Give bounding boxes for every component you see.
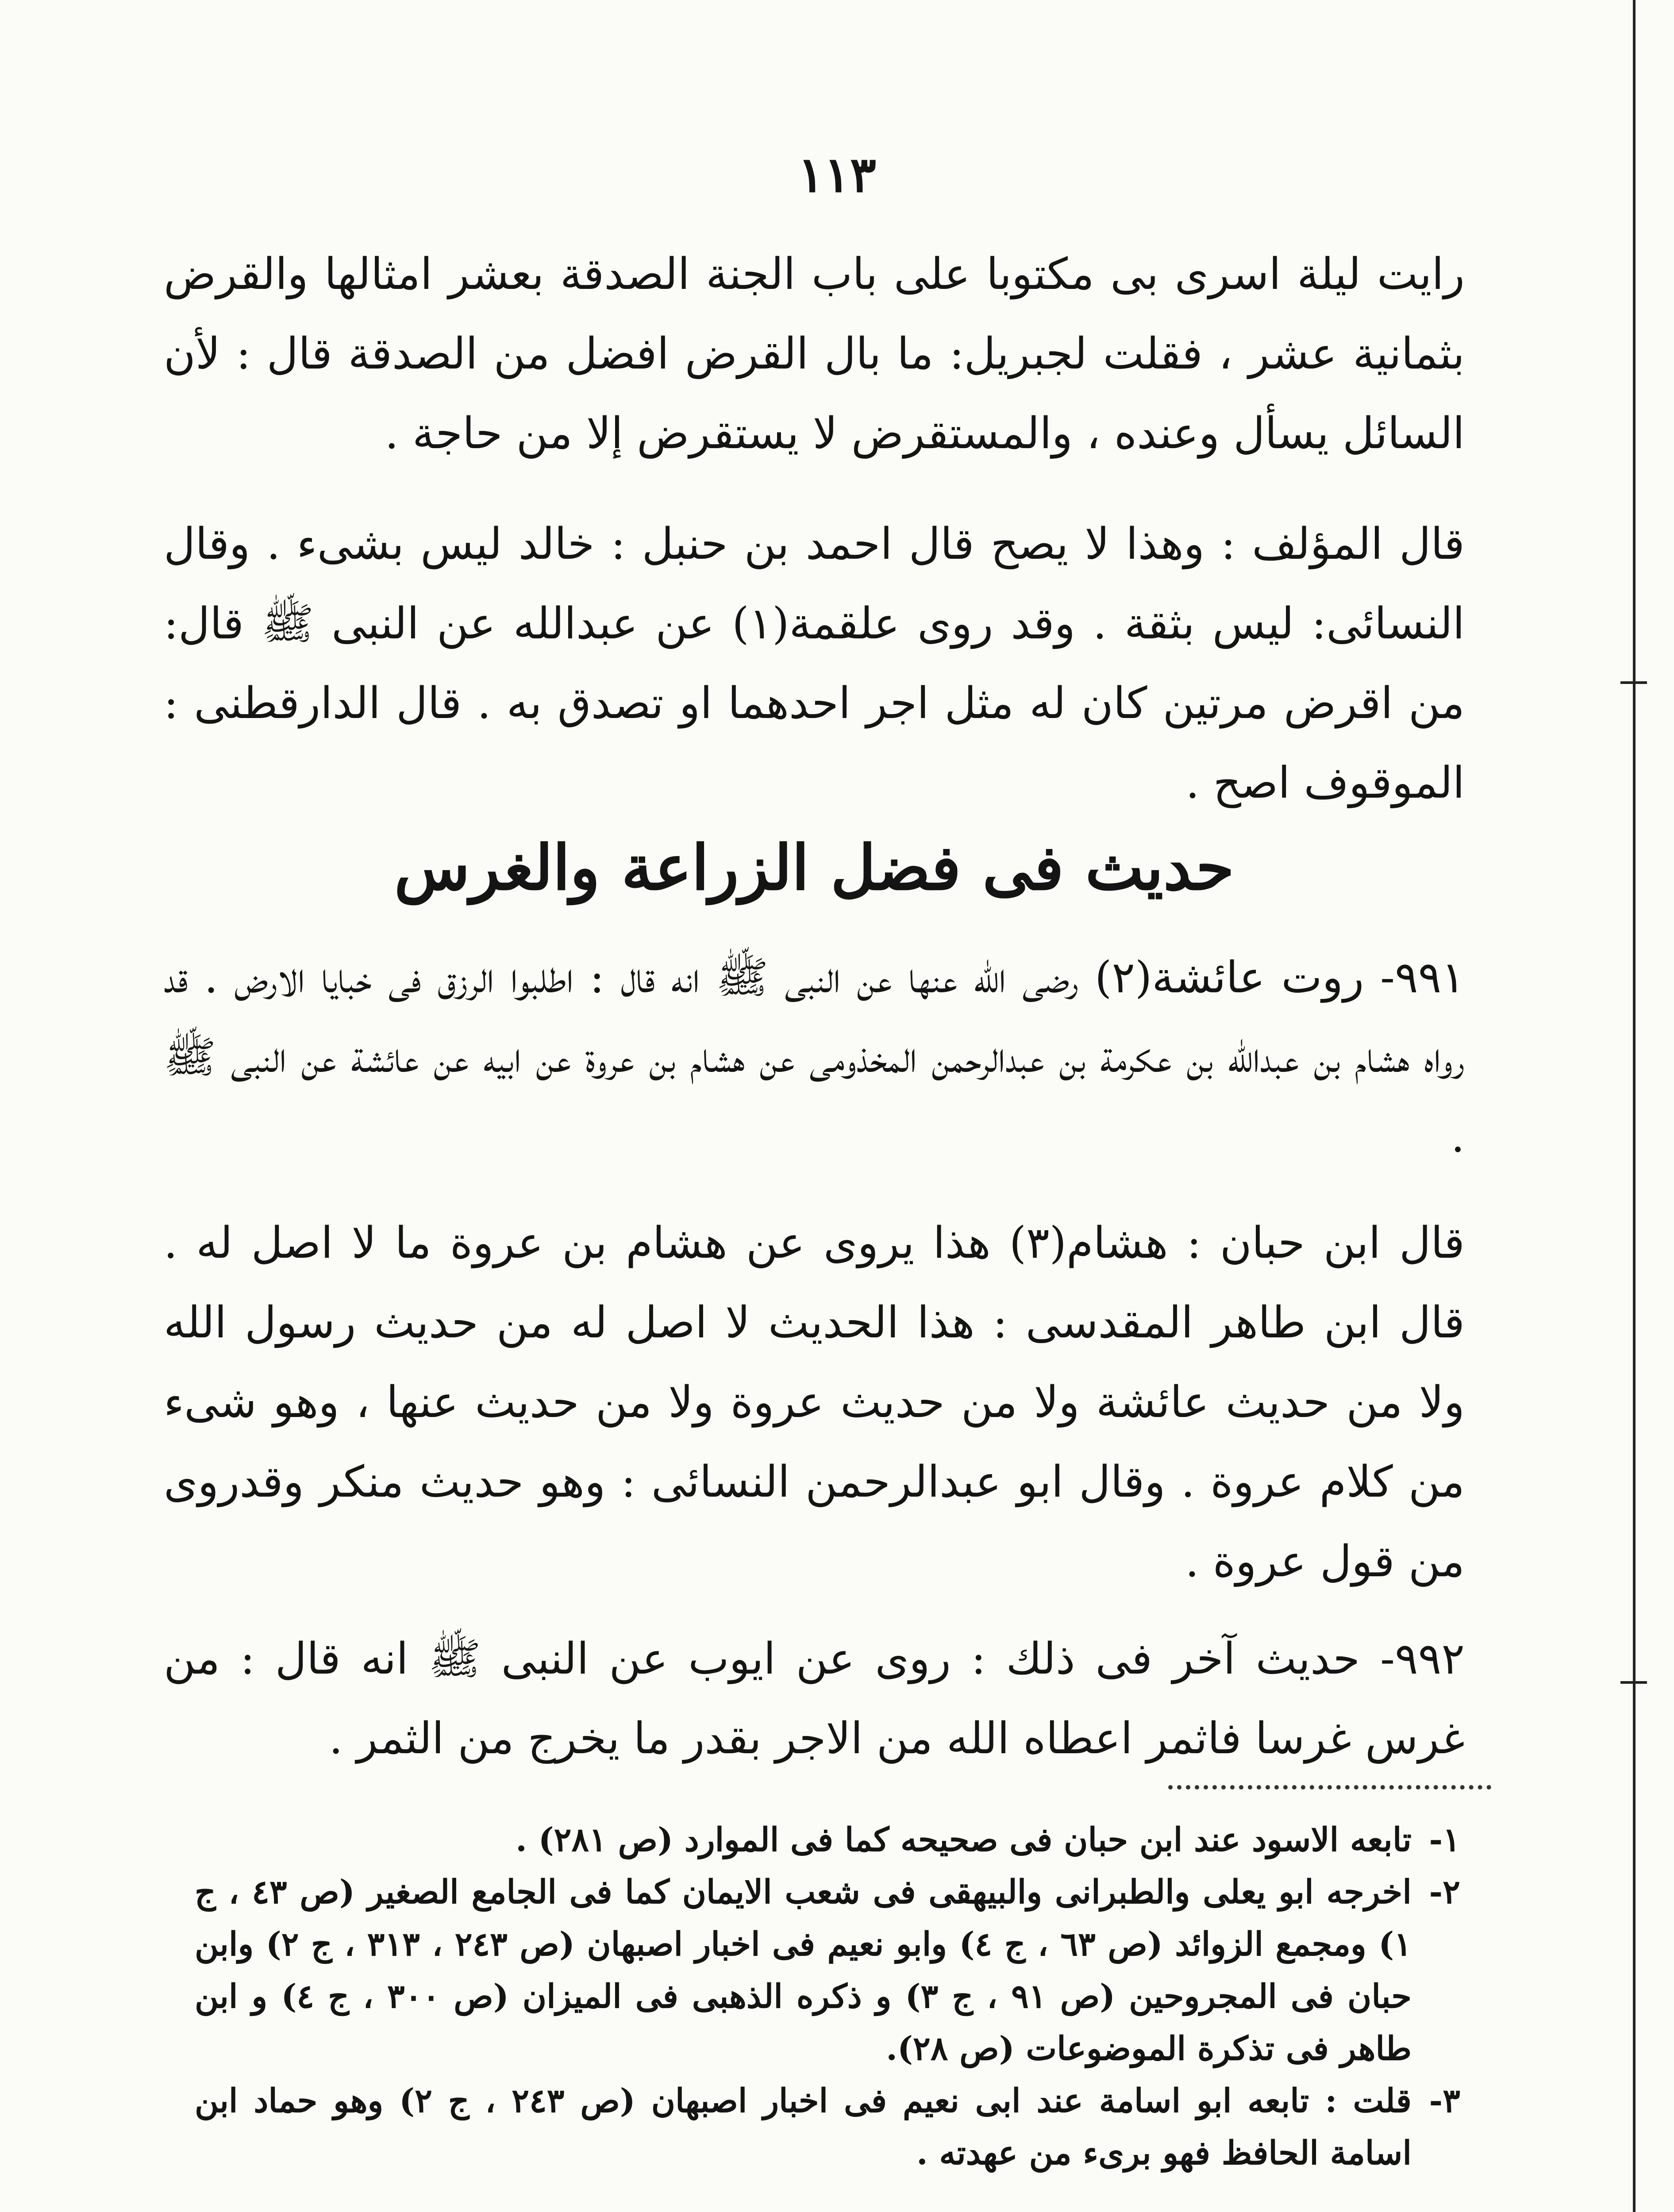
section-heading: حديث فى فضل الزراعة والغرس [394, 832, 1235, 904]
paragraph: رايت ليلة اسرى بى مكتوبا على باب الجنة الصدقة بعشر امثالها والقرض بثمانية عشر ، فقلت لجبريل: ما بال القرض افضل من الصدقة قال : لأن السائل يسأل وعنده ، والمستقرض لا يستقرض إلا من حاجة . [164, 249, 1465, 459]
binding-edge-line [1633, 0, 1636, 2212]
margin-tick-mark [1620, 681, 1647, 684]
paragraph: قال ابن حبان : هشام(٣) هذا يروى عن هشام بن عروة ما لا اصل له . قال ابن طاهر المقدسى : هذا الحديث لا اصل له من حديث رسول الله ولا من حديث عائشة ولا من حديث عروة ولا من حديث عنها ، وهو شىء من كلام عروة . وقال ابو عبدالرحمن النسائى : وهو حديث منكر وقدروى من قول عروة . [164, 1218, 1465, 1587]
footnote-number: ٢- [1429, 1873, 1460, 1911]
footnote-divider [1168, 1785, 1491, 1790]
page-number: ١١٣ [797, 146, 877, 203]
footnote [195, 2075, 1460, 2179]
paragraph-author-comment [164, 504, 1465, 823]
footnote-number: ١- [1429, 1821, 1460, 1859]
footnote-text: تابعه الاسود عند ابن حبان فى صحيحه كما فى الموارد (ص ٢٨١) . [516, 1821, 1412, 1859]
footnote [195, 1866, 1460, 2075]
paragraph-ibn-hibban [164, 1203, 1465, 1601]
hadith-991 [164, 938, 1465, 1177]
paragraph: ٩٩١- روت عائشة(٢) رضى الله عنها عن النبى ﷺ انه قال : اطلبوا الرزق فى خبايا الارض . قد رواه هشام بن عبدالله بن عكرمة بن عبدالرحمن المخذومى عن هشام بن عروة عن ابيه عن عائشة عن النبى ﷺ . [164, 952, 1465, 1162]
footnote [195, 1814, 1460, 1866]
footnotes [195, 1814, 1460, 2179]
footnote-text: اخرجه ابو يعلى والطبرانى والبيهقى فى شعب الايمان كما فى الجامع الصغير (ص ٤٣ ، ج ١) ومجمع الزوائد (ص ٦٣ ، ج ٤) وابو نعيم فى اخبار اصبهان (ص ٢٤٣ ، ٣١٣ ، ج ٢) وابن حبان فى المجروحين (ص ٩١ ، ج ٣) و ذكره الذهبى فى الميزان (ص ٣٠٠ ، ج ٤) و ابن طاهر فى تذكرة الموضوعات (ص ٢٨). [195, 1873, 1412, 2068]
margin-tick-mark [1620, 1681, 1647, 1684]
hadith-992 [164, 1619, 1465, 1778]
paragraph: ٩٩٢- حديث آخر فى ذلك : روى عن ايوب عن النبى ﷺ انه قال : من غرس غرسا فاثمر اعطاه الله من الاجر بقدر ما يخرج من الثمر . [164, 1634, 1465, 1764]
paragraph: قال المؤلف : وهذا لا يصح قال احمد بن حنبل : خالد ليس بشىء . وقال النسائى: ليس بثقة . وقد روى علقمة(١) عن عبدالله عن النبى ﷺ قال: من اقرض مرتين كان له مثل اجر احدهما او تصدق به . قال الدارقطنى : الموقوف اصح . [164, 519, 1465, 808]
paragraph-continuation [164, 234, 1465, 473]
footnote-number: ٣- [1429, 2082, 1460, 2120]
footnote-text: قلت : تابعه ابو اسامة عند ابى نعيم فى اخبار اصبهان (ص ٢٤٣ ، ج ٢) وهو حماد ابن اسامة الحافظ فهو برىء من عهدته . [195, 2082, 1412, 2172]
